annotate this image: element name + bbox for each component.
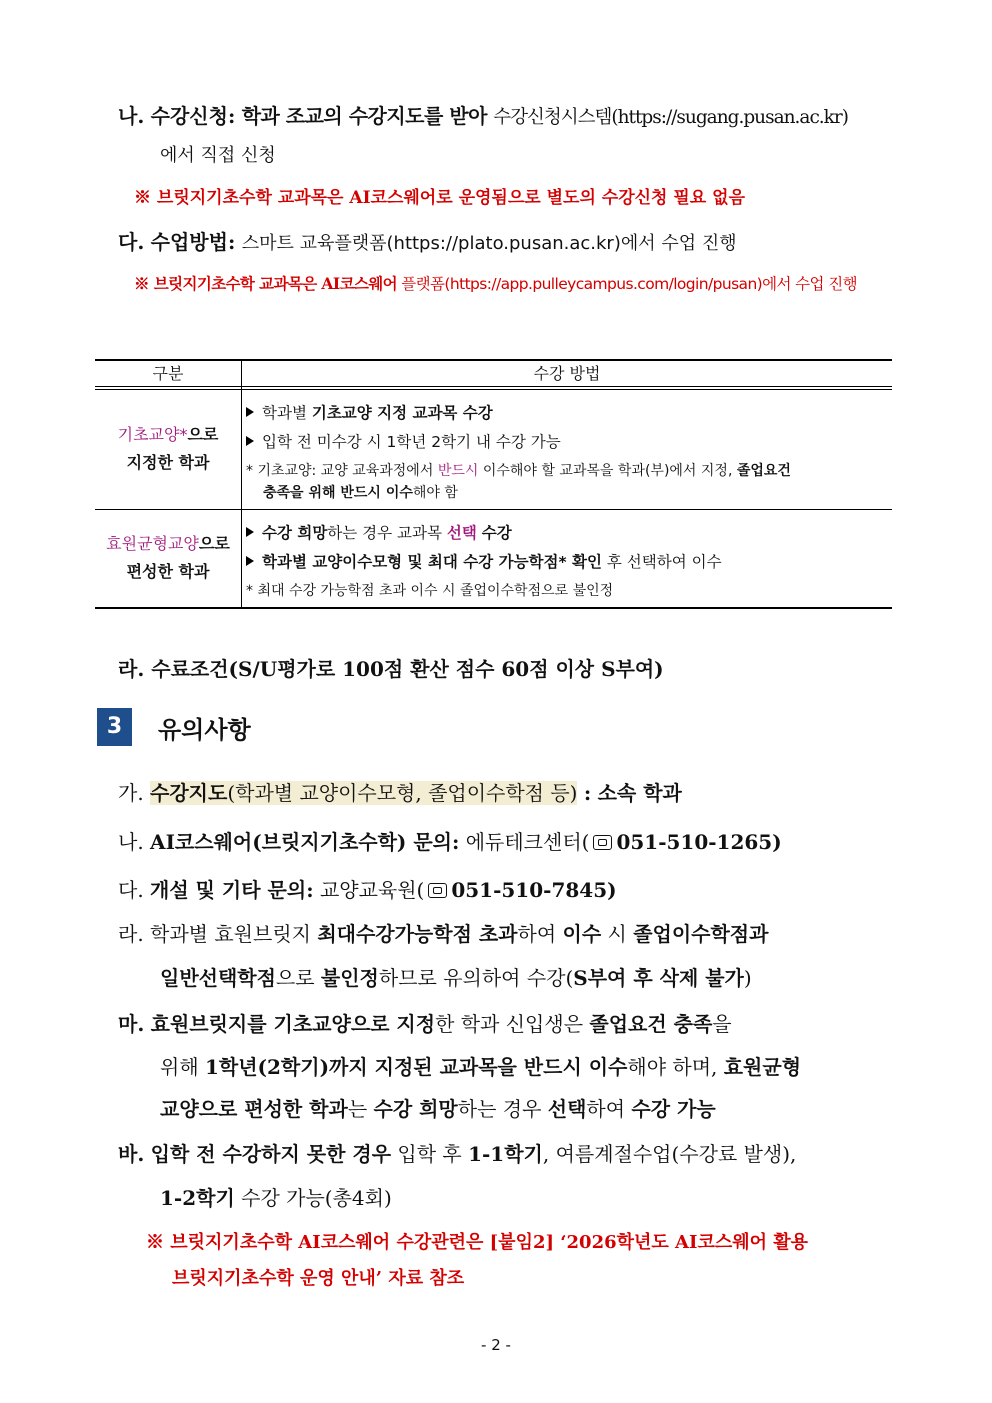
- item-ma3-a: 교양으로 편성한 학과: [160, 1097, 348, 1121]
- section-title: 유의사항: [158, 716, 251, 744]
- item-ra-d: 이수: [562, 922, 602, 946]
- section-ra-line: [118, 653, 664, 682]
- item-ba-line2: [160, 1182, 392, 1211]
- item-ra-e: 시: [607, 922, 627, 946]
- table-row1-note-purple: 반드시: [437, 463, 479, 479]
- item-ga-rest: (학과별 교양이수모형, 졸업이수학점 등): [227, 781, 578, 805]
- item-ba-line1: [118, 1138, 796, 1167]
- table-row2-bullet2-rest: 후 선택하여 이수: [606, 553, 722, 571]
- page-number: - 2 -: [481, 1336, 511, 1354]
- table-row1-note-bold: 졸업요건: [736, 463, 791, 479]
- item-ra-c: 하여: [517, 922, 557, 946]
- item-ma3-c: 수강 희망: [373, 1097, 458, 1121]
- section-da-text: 스마트 교육플랫폼(https://plato.pusan.ac.kr)에서 수업 진행: [241, 233, 737, 254]
- section-da-title: 수업방법: [150, 230, 228, 254]
- item-ga: [118, 777, 682, 806]
- item-ma3-g: 수강 가능: [631, 1097, 716, 1121]
- item-da-bold: 개설 및 기타 문의: [150, 878, 307, 902]
- section-na-label: 나.: [118, 104, 145, 128]
- table-row1-note2-bold: 충족을 위해 반드시 이수: [263, 485, 413, 501]
- item-ga-label: 가.: [118, 781, 144, 805]
- item-ga-bold: 수강지도: [150, 781, 228, 805]
- triangle-bullet-icon: [246, 527, 254, 537]
- item-ra2-a: 일반선택학점: [160, 966, 276, 990]
- item-ma-d: 을: [712, 1012, 732, 1036]
- ai-courseware-note-line1: ※ 브릿지기초수학 AI코스웨어 수강관련은 [붙임2] ‘2026학년도 AI코스웨어 활용: [146, 1232, 809, 1253]
- table-row1-label: [95, 421, 241, 477]
- item-ra-a: 학과별 효원브릿지: [150, 922, 311, 946]
- section-da-label: 다.: [118, 230, 145, 254]
- table-row1-bullet2: [246, 430, 561, 452]
- table-row2-note: * 최대 수강 가능학점 초과 이수 시 졸업이수학점으로 불인정: [246, 583, 614, 599]
- item-ma-label: 마.: [118, 1012, 145, 1036]
- table-row1-note-line1: [246, 460, 791, 480]
- item-ma-b: 한 학과 신입생은: [435, 1012, 584, 1036]
- item-ma2-b: 1학년(2학기)까지 지정된 교과목을 반드시 이수: [205, 1055, 628, 1079]
- item-ma2-c: 해야 하며,: [627, 1055, 718, 1079]
- item-na-rest: 에듀테크센터(: [465, 830, 590, 854]
- item-ma-c: 졸업요건 충족: [589, 1012, 713, 1036]
- table-row-divider: [95, 509, 892, 510]
- item-da-phone: 051-510-7845): [451, 878, 617, 902]
- item-ma2-d: 효원균형: [723, 1055, 802, 1079]
- item-ma-a: 효원브릿지를 기초교양으로 지정: [150, 1012, 436, 1036]
- table-row2-bullet1-bold: 수강 희망: [262, 524, 328, 542]
- item-ga-end: 소속 학과: [597, 781, 682, 805]
- table-row1-label-purple: 기초교양*: [117, 425, 188, 444]
- section-na-system-url: 수강신청시스템(https://sugang.pusan.ac.kr): [493, 107, 848, 128]
- section-da-note: [134, 272, 857, 294]
- table-column-divider: [241, 361, 242, 607]
- item-ra2-d: 하므로 유의하여 수강(: [378, 966, 574, 990]
- item-ba-c: 1-1학기: [468, 1142, 543, 1166]
- item-ra-line2: [160, 962, 752, 991]
- item-na-bold: AI코스웨어(브릿지기초수학) 문의: [150, 830, 452, 854]
- item-na-label: 나.: [118, 830, 144, 854]
- ai-courseware-note-line2: 브릿지기초수학 운영 안내’ 자료 참조: [172, 1268, 465, 1289]
- item-da-label: 다.: [118, 878, 144, 902]
- item-ba2-a: 1-2학기: [160, 1186, 235, 1210]
- item-ma2-a: 위해: [160, 1055, 199, 1079]
- table-header-category: 구분: [152, 364, 184, 383]
- section-na-line1: [118, 100, 848, 129]
- table-row2-bullet1-mid: 하는 경우 교과목: [327, 524, 442, 542]
- colon: :: [227, 104, 236, 128]
- colon: :: [451, 830, 460, 854]
- item-ra-line1: [118, 918, 768, 947]
- table-row2-bullet1-purple: 선택: [446, 524, 477, 542]
- item-ba-label: 바.: [118, 1142, 145, 1166]
- table-header-method: 수강 방법: [533, 364, 601, 383]
- item-ra2-c: 불인정: [320, 966, 379, 990]
- item-ma-line3: [160, 1093, 716, 1122]
- section-ra-text: 수료조건(S/U평가로 100점 환산 점수 60점 이상 S부여): [151, 657, 664, 681]
- item-ra2-f: ): [743, 966, 752, 990]
- table-row1-bullet1: [246, 401, 493, 423]
- item-ma-line1: [118, 1008, 732, 1037]
- table-bottom-border: [95, 607, 892, 609]
- item-ra-b: 최대수강가능학점 초과: [317, 922, 518, 946]
- item-na-phone: 051-510-1265): [616, 830, 782, 854]
- table-row2-bullet1-end: 수강: [481, 524, 512, 542]
- telephone-icon: [428, 883, 447, 898]
- table-row2-label-suffix: 으로: [198, 534, 230, 553]
- triangle-bullet-icon: [246, 407, 254, 417]
- colon: :: [583, 781, 592, 805]
- item-ba-d: , 여름계절수업(수강료 발생),: [542, 1142, 797, 1166]
- section-number-badge: 3: [97, 708, 132, 746]
- table-row1-label-line2: 지정한 학과: [126, 453, 210, 472]
- item-ba-a: 입학 전 수강하지 못한 경우: [150, 1142, 392, 1166]
- item-ma3-d: 하는 경우: [457, 1097, 542, 1121]
- item-ma3-e: 선택: [547, 1097, 587, 1121]
- item-ga-highlight: [150, 781, 577, 805]
- table-row1-bullet1-bold: 기초교양 지정 교과목 수강: [311, 404, 493, 422]
- table-row1-note-a: * 기초교양: 교양 교육과정에서: [246, 463, 434, 479]
- item-ba-b: 입학 후: [397, 1142, 462, 1166]
- table-row2-bullet2: [246, 550, 722, 572]
- item-ma-line2: [160, 1051, 801, 1080]
- item-ma3-f: 하여: [586, 1097, 626, 1121]
- triangle-bullet-icon: [246, 556, 254, 566]
- colon: :: [227, 230, 236, 254]
- table-row1-label-suffix: 으로: [187, 425, 219, 444]
- item-na: [118, 826, 782, 855]
- table-row1-note-line2: [263, 482, 458, 502]
- item-ra2-b: 으로: [275, 966, 315, 990]
- triangle-bullet-icon: [246, 436, 254, 446]
- section-na-note: ※ 브릿지기초수학 교과목은 AI코스웨어로 운영됨으로 별도의 수강신청 필요 없음: [134, 188, 745, 208]
- section-na-title: 수강신청: [150, 104, 228, 128]
- table-row2-label: [95, 530, 241, 586]
- table-header-divider-double: [95, 389, 892, 390]
- table-row2-bullet2-bold: 학과별 교양이수모형 및 최대 수강 가능학점* 확인: [262, 553, 602, 571]
- table-row1-bullet2-text: 입학 전 미수강 시 1학년 2학기 내 수강 가능: [262, 433, 561, 451]
- table-row2-bullet1: [246, 521, 512, 543]
- table-row1-note2-rest: 해야 함: [412, 485, 458, 501]
- section-na-bold-text: 학과 조교의 수강지도를 받아: [241, 104, 487, 128]
- section-da-line: [118, 226, 737, 255]
- section-da-note-bold: ※ 브릿지기초수학 교과목은 AI코스웨어: [134, 274, 397, 293]
- colon: :: [306, 878, 314, 902]
- table-row1-note-b: 이수해야 할 교과목을 학과(부)에서 지정,: [482, 463, 733, 479]
- telephone-icon: [593, 835, 612, 850]
- item-ra2-e: S부여 후 삭제 불가: [573, 966, 744, 990]
- item-ba2-b: 수강 가능(총4회): [241, 1186, 392, 1210]
- section-na-line2: 에서 직접 신청: [160, 145, 276, 166]
- item-ra-f: 졸업이수학점과: [633, 922, 769, 946]
- section-da-note-rest: 플랫폼(https://app.pulleycampus.com/login/pusan)에서 수업 진행: [401, 275, 858, 293]
- item-da-rest: 교양교육원(: [319, 878, 425, 902]
- item-da: [118, 874, 617, 903]
- table-row2-label-purple: 효원균형교양: [106, 534, 199, 553]
- item-ma3-b: 는: [347, 1097, 368, 1121]
- item-ra-label: 라.: [118, 922, 144, 946]
- table-row2-label-line2: 편성한 학과: [126, 562, 210, 581]
- table-row1-bullet1-pre: 학과별: [262, 404, 307, 422]
- section-ra-label: 라.: [118, 657, 145, 681]
